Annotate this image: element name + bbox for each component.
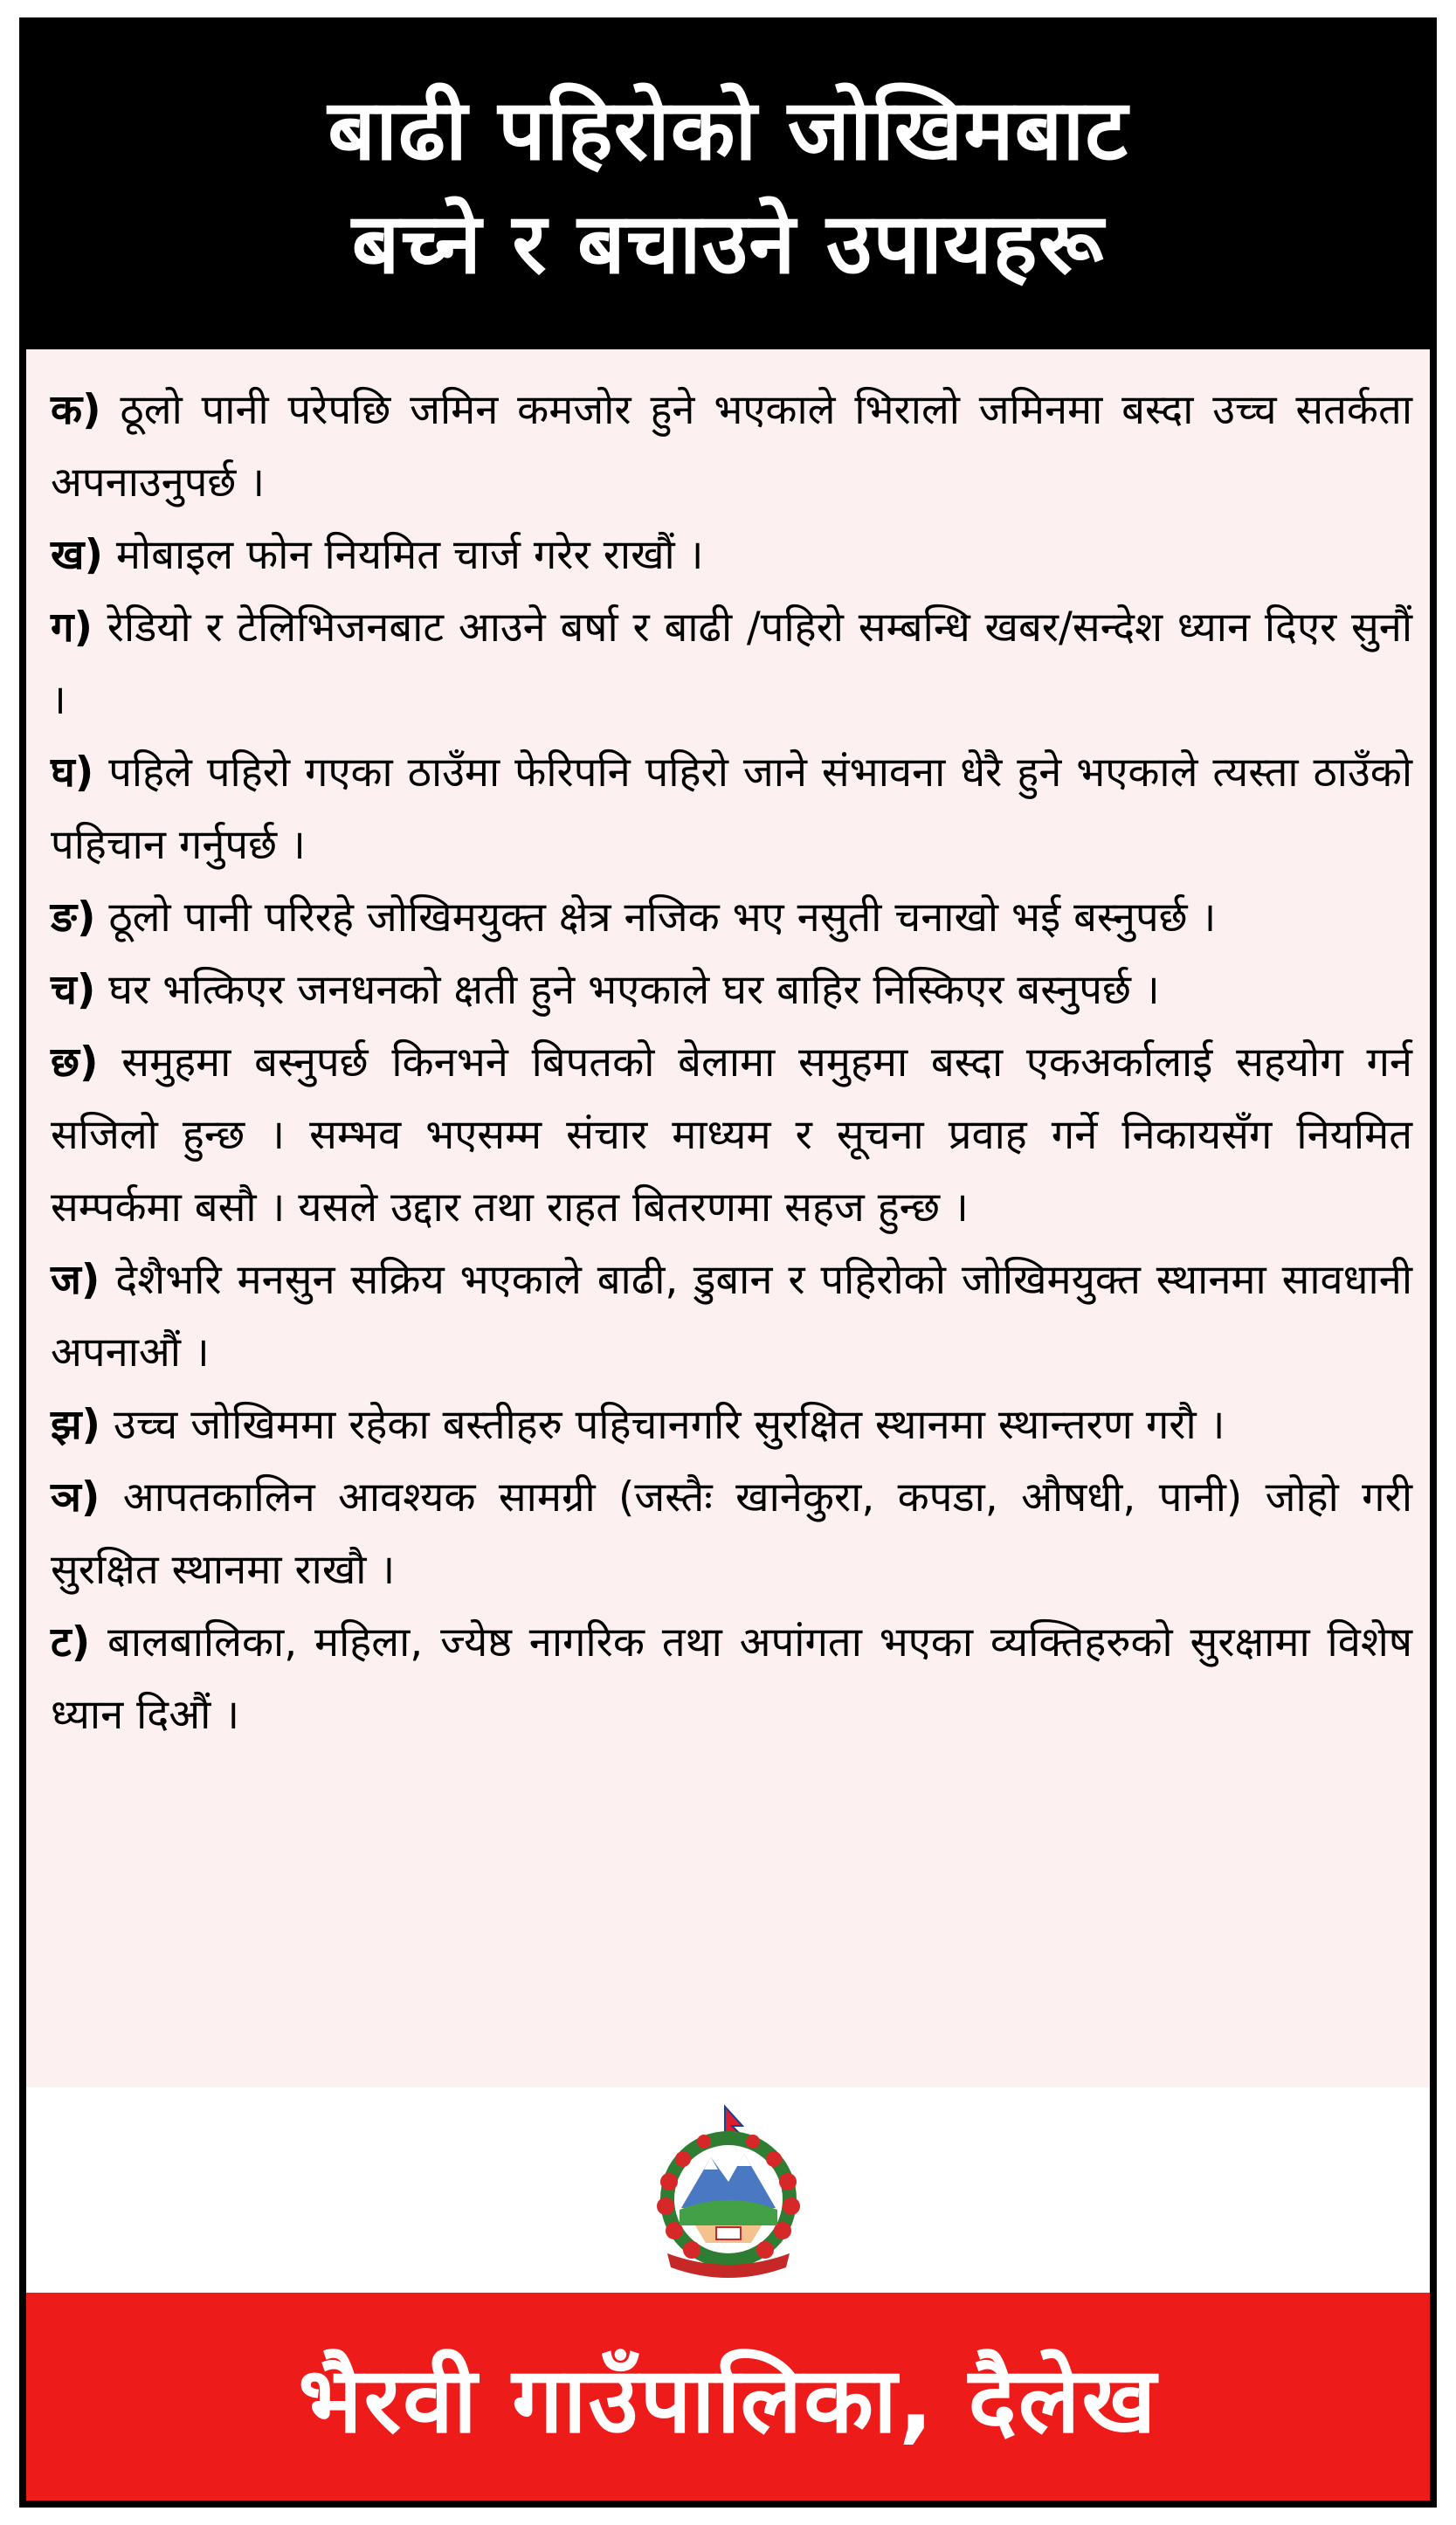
item-text: समुहमा बस्नुपर्छ किनभने बिपतको बेलामा समुहमा बस्दा एकअर्कालाई सहयोग गर्न सजिलो हुन्छ । सम्भव भएसम्म संचार माध्यम र सूचना प्रवाह गर्ने निकायसँग नियमित सम्पर्कमा बसौ । यसले उद्दार तथा राहत बितरणमा सहज हुन्छ । [51,1038,1412,1231]
item-letter: छ) [51,1038,99,1087]
item-letter: ट) [51,1618,91,1666]
item-text: ठूलो पानी परेपछि जमिन कमजोर हुने भएकाले भिरालो जमिनमा बस्दा उच्च सतर्कता अपनाउनुपर्छ । [51,386,1412,507]
list-item [51,1389,1412,1461]
item-letter: ङ) [51,893,96,942]
list-item [51,374,1412,519]
list-item [51,736,1412,881]
item-letter: ख) [51,531,103,579]
item-letter: झ) [51,1401,101,1449]
item-text: बालबालिका, महिला, ज्येष्ठ नागरिक तथा अपांगता भएका व्यक्तिहरुको सुरक्षामा विशेष ध्यान दिऔं । [51,1618,1412,1739]
item-letter: घ) [51,749,94,797]
list-item [51,591,1412,736]
footer-banner [26,2293,1430,2501]
emblem-section [26,2087,1430,2293]
poster-header [26,24,1430,349]
list-item [51,1026,1412,1244]
header-title-line-2: बच्ने र बचाउने उपायहरू [351,195,1105,293]
notice-poster [19,17,1437,2508]
list-item [51,1244,1412,1389]
nepal-emblem-icon [641,2103,816,2278]
item-letter: क) [51,386,101,434]
item-text: ठूलो पानी परिरहे जोखिमयुक्त क्षेत्र नजिक भए नसुती चनाखो भई बस्नुपर्छ । [95,893,1217,942]
item-letter: ञ) [51,1473,100,1521]
item-text: मोबाइल फोन नियमित चार्ज गरेर राखौं । [102,531,704,579]
item-text: रेडियो र टेलिभिजनबाट आउने बर्षा र बाढी /पहिरो सम्बन्धि खबर/सन्देश ध्यान दिएर सुनौं । [51,604,1412,724]
list-item [51,881,1412,954]
list-item [51,1461,1412,1606]
header-title-line-1: बाढी पहिरोको जोखिमबाट [328,81,1128,179]
municipality-name: भैरवी गाउँपालिका, दैलेख [298,2346,1158,2453]
list-item [51,954,1412,1026]
item-text: पहिले पहिरो गएका ठाउँमा फेरिपनि पहिरो जाने संभावना धेरै हुने भएकाले त्यस्ता ठाउँको पहिचान गर्नुपर्छ । [51,749,1412,869]
item-text: उच्च जोखिममा रहेका बस्तीहरु पहिचानगरि सुरक्षित स्थानमा स्थान्तरण गरौ । [100,1401,1225,1449]
list-item [51,519,1412,591]
item-text: देशैभरि मनसुन सक्रिय भएकाले बाढी, डुबान र पहिरोको जोखिमयुक्त स्थानमा सावधानी अपनाऔं । [51,1256,1412,1376]
item-letter: ग) [51,604,93,652]
item-letter: ज) [51,1256,100,1304]
item-text: घर भत्किएर जनधनको क्षती हुने भएकाले घर बाहिर निस्किएर बस्नुपर्छ । [95,966,1160,1014]
tips-list [26,349,1430,2087]
item-text: आपतकालिन आवश्यक सामग्री (जस्तैः खानेकुरा, कपडा, औषधी, पानी) जोहो गरी सुरक्षित स्थानमा राखौ । [51,1473,1412,1594]
list-item [51,1606,1412,1751]
item-letter: च) [51,966,96,1014]
